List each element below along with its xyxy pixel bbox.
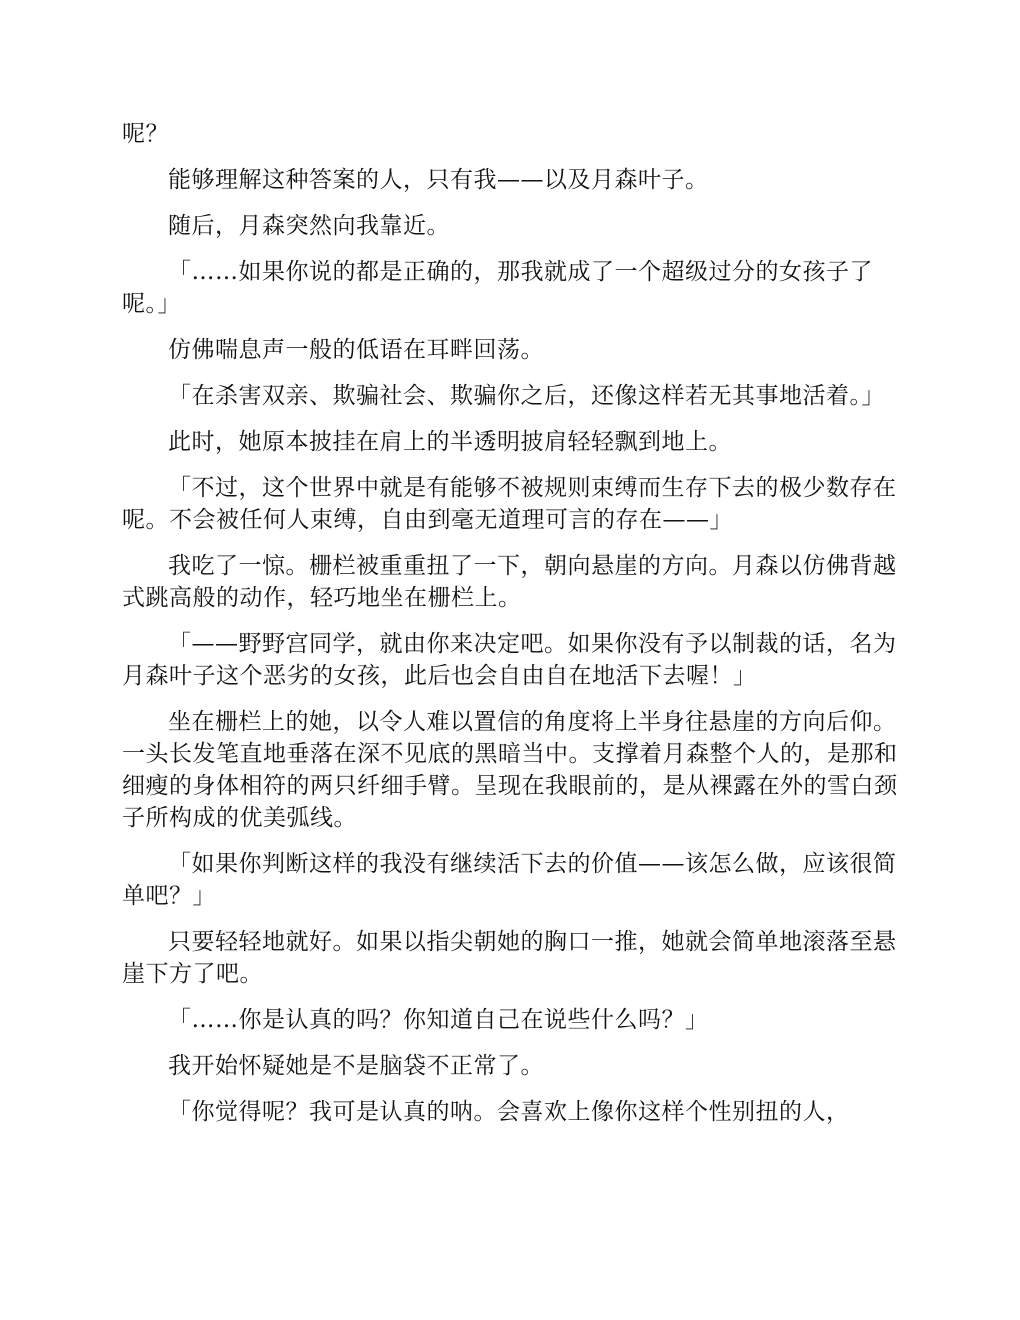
paragraph: 此时，她原本披挂在肩上的半透明披肩轻轻飘到地上。: [168, 429, 732, 455]
paragraph: 我吃了一惊。栅栏被重重扭了一下，朝向悬崖的方向。月森以仿佛背越式跳高般的动作，轻巧地坐在栅栏上。: [122, 553, 897, 611]
paragraph: 我开始怀疑她是不是脑袋不正常了。: [168, 1053, 544, 1079]
paragraph: 「你觉得呢？我可是认真的呐。会喜欢上像你这样个性别扭的人，: [168, 1099, 850, 1125]
paragraph: 随后，月森突然向我靠近。: [168, 213, 450, 239]
paragraph: 「如果你判断这样的我没有继续活下去的价值——该怎么做，应该很简单吧？」: [122, 851, 897, 909]
paragraph: 呢？: [122, 121, 169, 147]
paragraph: 「……你是认真的吗？你知道自己在说些什么吗？」: [168, 1007, 709, 1033]
paragraph: 坐在栅栏上的她，以令人难以置信的角度将上半身往悬崖的方向后仰。一头长发笔直地垂落在深不见底的黑暗当中。支撑着月森整个人的，是那和细瘦的身体相符的两只纤细手臂。呈现在我眼前的，是从裸露在外的雪白颈子所构成的优美弧线。: [122, 709, 898, 831]
paragraph: 「……如果你说的都是正确的，那我就成了一个超级过分的女孩子了呢。」: [122, 259, 873, 317]
paragraph: 「——野野宫同学，就由你来决定吧。如果你没有予以制裁的话，名为月森叶子这个恶劣的女孩，此后也会自由自在地活下去喔！」: [122, 631, 897, 689]
paragraph: 「在杀害双亲、欺骗社会、欺骗你之后，还像这样若无其事地活着。」: [168, 383, 885, 409]
paragraph: 能够理解这种答案的人，只有我——以及月森叶子。: [168, 167, 709, 193]
text-body: [122, 118, 902, 1142]
paragraph: 只要轻轻地就好。如果以指尖朝她的胸口一推，她就会简单地滚落至悬崖下方了吧。: [122, 929, 897, 987]
paragraph: 仿佛喘息声一般的低语在耳畔回荡。: [168, 337, 544, 363]
paragraph: 「不过，这个世界中就是有能够不被规则束缚而生存下去的极少数存在呢。不会被任何人束缚，自由到毫无道理可言的存在——」: [122, 475, 897, 533]
